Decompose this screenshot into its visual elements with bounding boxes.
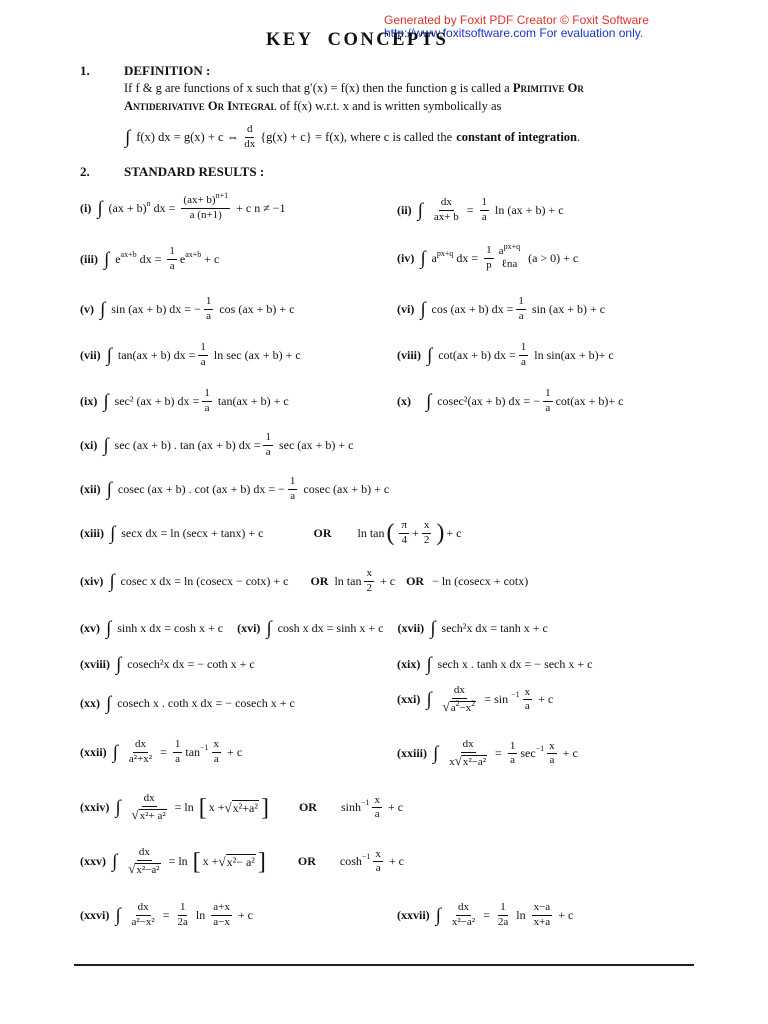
watermark-line2: http://www.foxitsoftware.com For evaluation only. (384, 26, 644, 40)
integral-sign: ∫ (430, 618, 436, 639)
definition-line1 (124, 81, 584, 96)
result-x: (x) ∫ cosec²(ax + b) dx = − $\frac{1}{a}$ cot(ax + b)+ c (397, 387, 624, 414)
integral-sign: ∫ (106, 618, 112, 639)
integral-sign: ∫ (433, 743, 439, 765)
integral-sign: ∫ (426, 689, 432, 711)
result-xiv: (xiv) ∫ cosec x dx = ln (cosecx − cotx) + c OR ln tan x 2 + c OR − ln (cosecx + cotx) (80, 567, 529, 594)
integral-sign: ∫ (104, 248, 110, 270)
section2-heading: STANDARD RESULTS : (124, 164, 265, 179)
eq-left: f(x) dx = g(x) + c ⇔ (136, 129, 240, 144)
page-title (266, 30, 448, 51)
integral-sign: ∫ (417, 199, 423, 221)
integral-sign: ∫ (420, 247, 426, 269)
integral-sign: ∫ (112, 851, 118, 873)
footer-divider (74, 964, 694, 966)
result-xxii: (xxii) ∫ $\frac{dx}{\text{a²+x²}}$ = $\frac{1}{a}$ tan −1 x a + c (80, 738, 243, 765)
integral-sign: ∫ (115, 904, 121, 926)
constant-of-integration: constant of integration (456, 129, 578, 144)
title-word1: KEY (266, 30, 314, 50)
integral-sign: ∫ (426, 390, 432, 412)
integral-sign: ∫ (435, 904, 441, 926)
integral-sign: ∫ (110, 522, 116, 544)
result-ix: (ix) ∫ sec² (ax + b) dx = $\frac{1}{a}$ tan(ax + b) + c (80, 387, 289, 414)
result-xix: (xix) ∫ sech x . tanh x dx = − sech x + c (397, 654, 593, 675)
result-vi: (vi) ∫ cos (ax + b) dx = $\frac{1}{a}$ sin (ax + b) + c (397, 295, 606, 322)
section2-number: 2. (80, 164, 90, 179)
title-word2: CONCEPTS (327, 30, 449, 50)
result-xxiv: (xxiv) ∫ $\frac{dx}{\text{√x²+ a²}}$ = ln [ x + √ x²+a² ] OR sinh −1 x a + c (80, 792, 404, 822)
integral-sign: ∫ (115, 797, 121, 819)
integral-sign: ∫ (103, 390, 109, 412)
result-ii: (ii) ∫ $\frac{dx}{ax+ b}$ = $\frac{1}{a}$ ln (ax + b) + c (397, 196, 564, 223)
definition-equation: ∫ f(x) dx = g(x) + c ⇔ d dx {g(x) + c} = f(x), where c is called the constant of integration . (125, 123, 581, 150)
integral-sign: ∫ (109, 570, 115, 592)
result-xxv: (xxv) ∫ $\frac{dx}{\text{√x²−a²}}$ = ln [ x + √ x²− a² ] OR cosh −1 x a + c (80, 846, 404, 876)
integral-sign: ∫ (427, 344, 433, 366)
eq-right: {g(x) + c} = f(x), where c is called the (260, 129, 453, 144)
integral-sign: ∫ (106, 478, 112, 500)
result-v: (v) ∫ sin (ax + b) dx = − $\frac{1}{a}$ cos (ax + b) + c (80, 295, 295, 322)
result-xxiii: (xxiii) ∫ $\frac{dx}{\text{x√x²−a²}}$ = $\frac{1}{a}$ sec −1 x a + c (397, 738, 578, 768)
result-viii: (viii) ∫ cot(ax + b) dx = $\frac{1}{a}$ ln sin(ax + b)+ c (397, 341, 614, 368)
definition-line2 (124, 99, 501, 114)
integral-sign: ∫ (106, 344, 112, 366)
result-xx: (xx) ∫ cosech x . coth x dx = − cosech x + c (80, 693, 295, 714)
section1-number: 1. (80, 63, 90, 78)
integral-sign: ∫ (97, 197, 103, 219)
result-iv: (iv) ∫ a px+q dx = $\frac{1}{p}$ $a^{px+q}$ ℓna (a > 0) + c (397, 241, 579, 271)
definition-text2: of f(x) w.r.t. x and is written symbolically as (279, 99, 502, 113)
integral-sign: ∫ (106, 693, 112, 714)
result-xv-xvi-xvii: (xv) ∫ sinh x dx = cosh x + c (xvi) ∫ cosh x dx = sinh x + c (xvii) ∫ sech²x dx = tanh x + c (80, 618, 548, 639)
result-xxi: (xxi) ∫ $\frac{dx}{√a^2-x^2}$ = sin −1 x a + c (397, 684, 554, 714)
result-xiii: (xiii) ∫ secx dx = ln (secx + tanx) + c OR ln tan ( π 4 + $\frac{x}{2}$ ) + c (80, 519, 462, 547)
integral-sign: ∫ (420, 298, 426, 320)
result-i: (i) ∫ (ax + b) n dx = $\frac{(ax+ b)^{n+1}}{a (n+1)}$ + c n ≠ −1 (80, 191, 286, 221)
result-iii: (iii) ∫ e ax+b dx = $\frac{1}{a}$ e ax+b + c (80, 245, 220, 272)
integral-sign: ∫ (112, 741, 118, 763)
integral-sign: ∫ (100, 298, 106, 320)
result-xxvii: (xxvii) ∫ $\frac{dx}{\text{x²−a²}}$ = $\frac{1}{2a}$ ln x−a x+a + c (397, 901, 574, 928)
result-vii: (vii) ∫ tan(ax + b) dx = $\frac{1}{a}$ ln sec (ax + b) + c (80, 341, 301, 368)
integral-sign: ∫ (116, 654, 122, 675)
d-dx-fraction: d dx (244, 123, 256, 150)
definition-term2: Antiderivative Or Integral (124, 99, 277, 113)
result-xii: (xii) ∫ cosec (ax + b) . cot (ax + b) dx = − $\frac{1}{a}$ cosec (ax + b) + c (80, 475, 390, 502)
integral-sign: ∫ (266, 618, 272, 639)
definition-term1: Primitive Or (512, 81, 584, 95)
result-xviii: (xviii) ∫ cosech²x dx = − coth x + c (80, 654, 255, 675)
section1-heading: DEFINITION : (124, 63, 211, 78)
result-xi: (xi) ∫ sec (ax + b) . tan (ax + b) dx = $\frac{1}{a}$ sec (ax + b) + c (80, 431, 354, 458)
definition-text1: If f & g are functions of x such that g′(x) = f(x) then the function g is called a (124, 81, 510, 95)
watermark-line1: Generated by Foxit PDF Creator © Foxit Software (384, 13, 649, 27)
integral-sign: ∫ (426, 654, 432, 675)
result-xxvi: (xxvi) ∫ $\frac{dx}{\text{a²−x²}}$ = $\frac{1}{2a}$ ln a+x a−x + c (80, 901, 253, 928)
integral-sign: ∫ (103, 434, 109, 456)
integral-sign: ∫ (125, 126, 131, 148)
